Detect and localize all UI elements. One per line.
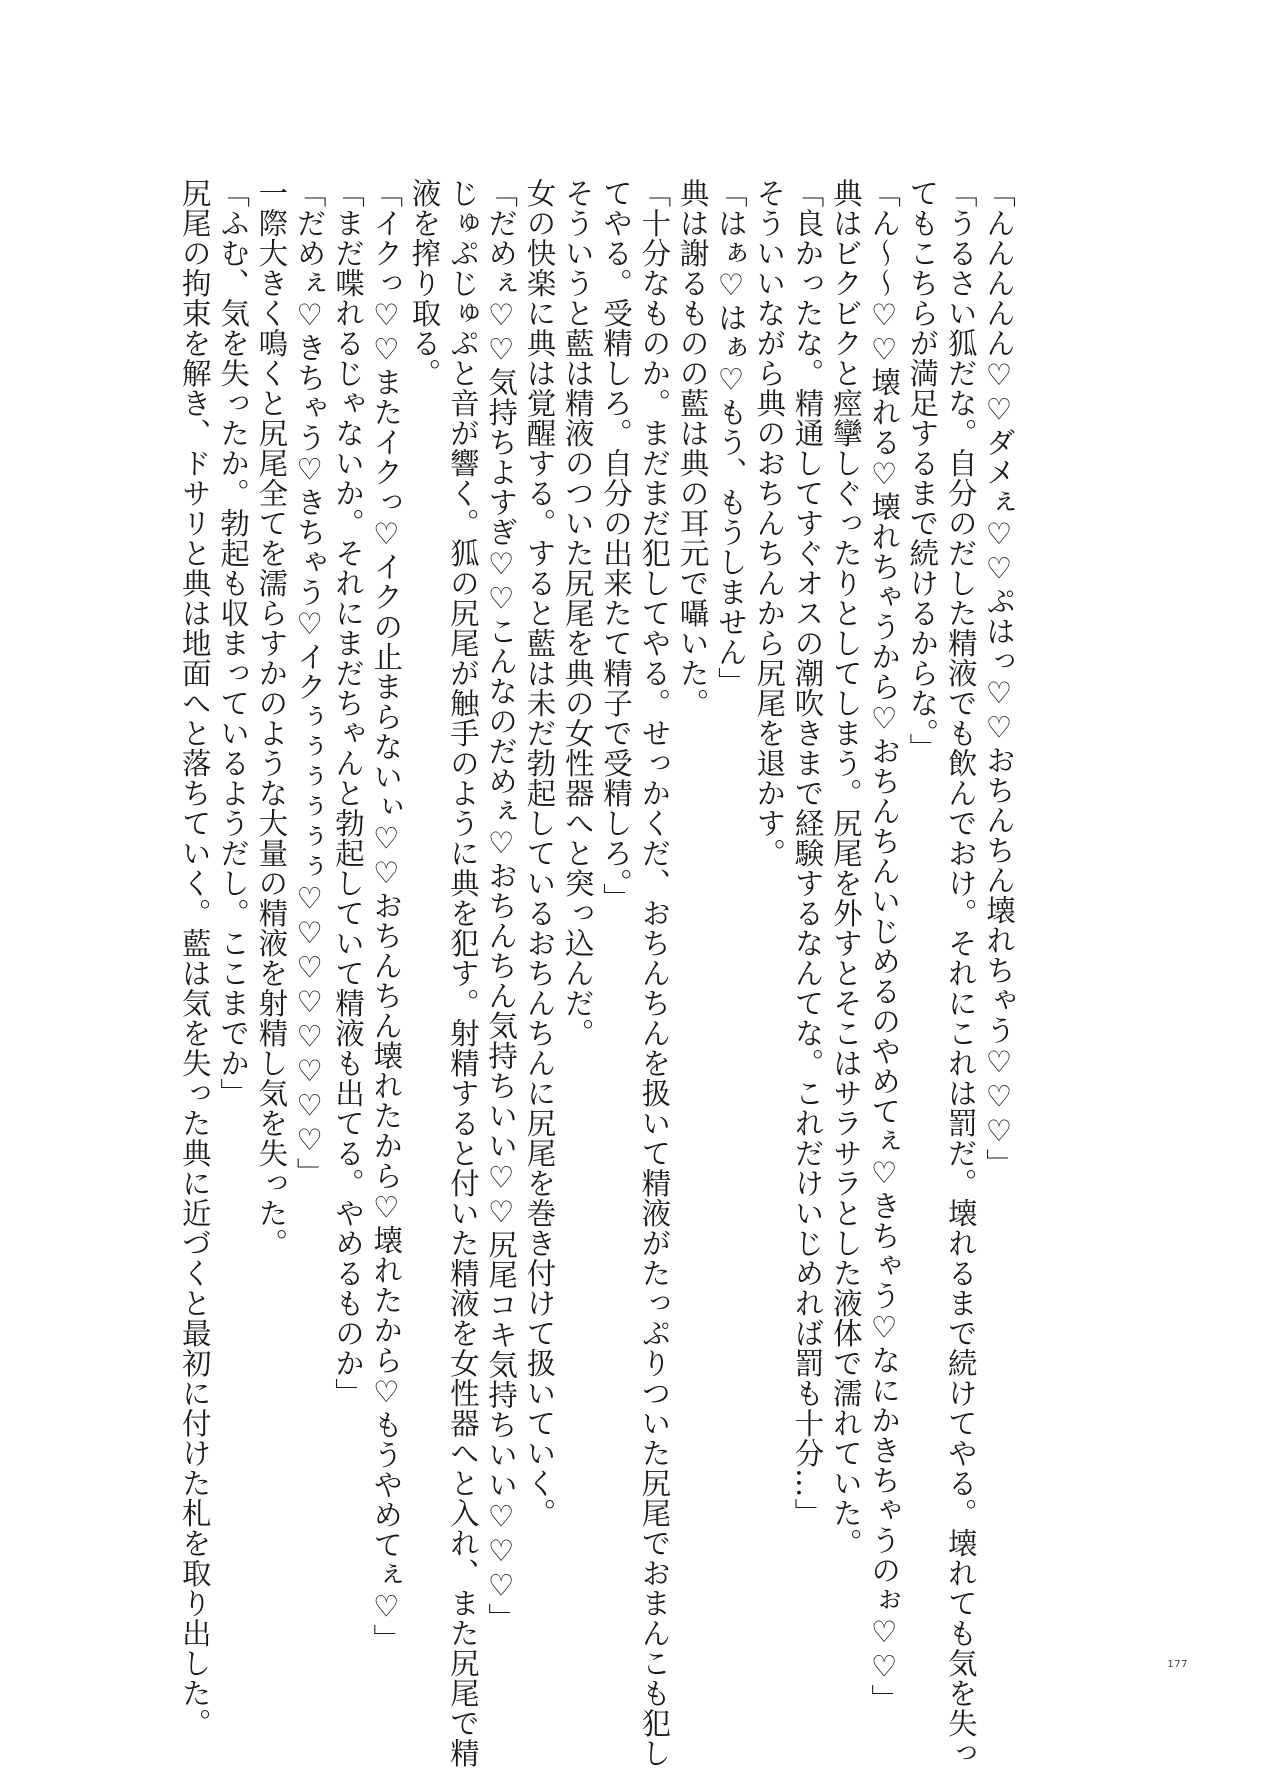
text-line: じゅぷじゅぷと音が響く。狐の尻尾が触手のように典を犯す。射精すると付いた精液を女性器へと入れ、また尻尾で精	[445, 178, 480, 1768]
text-line: 「んんんんん♡♡ダメぇ♡♡ぷはっ♡♡おちんちん壊れちゃう♡♡♡」	[982, 178, 1016, 1179]
text-line: 「十分なものか。まだまだ犯してやる。せっかくだ、おちんちんを扱いて精液がたっぷりついた尻尾でおまんこも犯し	[637, 178, 672, 1768]
text-line: 「まだ喋れるじゃないか。それにまだちゃんと勃起していて精液も出てる。やめるものか」	[330, 178, 365, 1408]
text-line: そういいながら典のおちんちんから尻尾を退かす。	[752, 178, 787, 868]
text-line: 「うるさい狐だな。自分のだした精液でも飲んでおけ。それにこれは罰だ。壊れるまで続けてやる。壊れても気を失っ	[943, 178, 978, 1768]
text-line: 「だめぇ♡♡気持ちよすぎ♡♡こんなのだめぇ♡おちんちん気持ちいい♡♡尻尾コキ気持ちいい♡♡♡」	[484, 178, 519, 1633]
text-line: 「だめぇ♡きちゃう♡きちゃう♡イクぅぅぅぅぅぅ♡♡♡♡♡♡♡♡」	[292, 178, 327, 1188]
text-line: 「イクっ♡♡またイクっ♡イクの止まらないぃ♡♡おちんちん壊れたから♡壊れたから♡もうやめてぇ♡」	[369, 178, 404, 1654]
text-line: 女の快楽に典は覚醒する。すると藍は未だ勃起しているおちんちんに尻尾を巻き付けて扱いていく。	[522, 178, 557, 1528]
text-line: 「ふむ、気を失ったか。勃起も収まっているようだし。ここまでか」	[216, 178, 251, 1108]
text-line: 尻尾の拘束を解き、ドサリと典は地面へと落ちていく。藍は気を失った典に近づくと最初に付けた札を取り出した。	[177, 178, 212, 1738]
text-line: 「良かったな。精通してすぐオスの潮吹きまで経験するなんてな。これだけいじめれば罰も十分…」	[790, 178, 825, 1528]
page-number: 177	[1167, 1659, 1188, 1670]
text-line: てやる。受精しろ。自分の出来たて精子で受精しろ。」	[599, 178, 634, 914]
text-line: 一際大きく鳴くと尻尾全てを濡らすかのような大量の精液を射精し気を失った。	[254, 178, 289, 1258]
text-line: 「ん〜〜♡♡壊れる♡壊れちゃうから♡おちんちんいじめるのやめてぇ♡きちゃう♡なにかきちゃうのぉ♡♡」	[867, 178, 902, 1714]
text-line: そういうと藍は精液のついた尻尾を典の女性器へと突っ込んだ。	[560, 178, 595, 1048]
text-line: 典は謝るものの藍は典の耳元で囁いた。	[675, 178, 710, 718]
text-line: 典はビクビクと痙攣しぐったりとしてしまう。尻尾を外すとそこはサラサラとした液体で濡れていた。	[828, 178, 863, 1558]
text-line: てもこちらが満足するまで続けるからな。」	[905, 178, 940, 764]
text-line: 「はぁ♡はぁ♡もう、もうしません」	[713, 178, 748, 697]
vertical-text-block	[175, 178, 1018, 1768]
text-line: 液を搾り取る。	[407, 178, 442, 388]
